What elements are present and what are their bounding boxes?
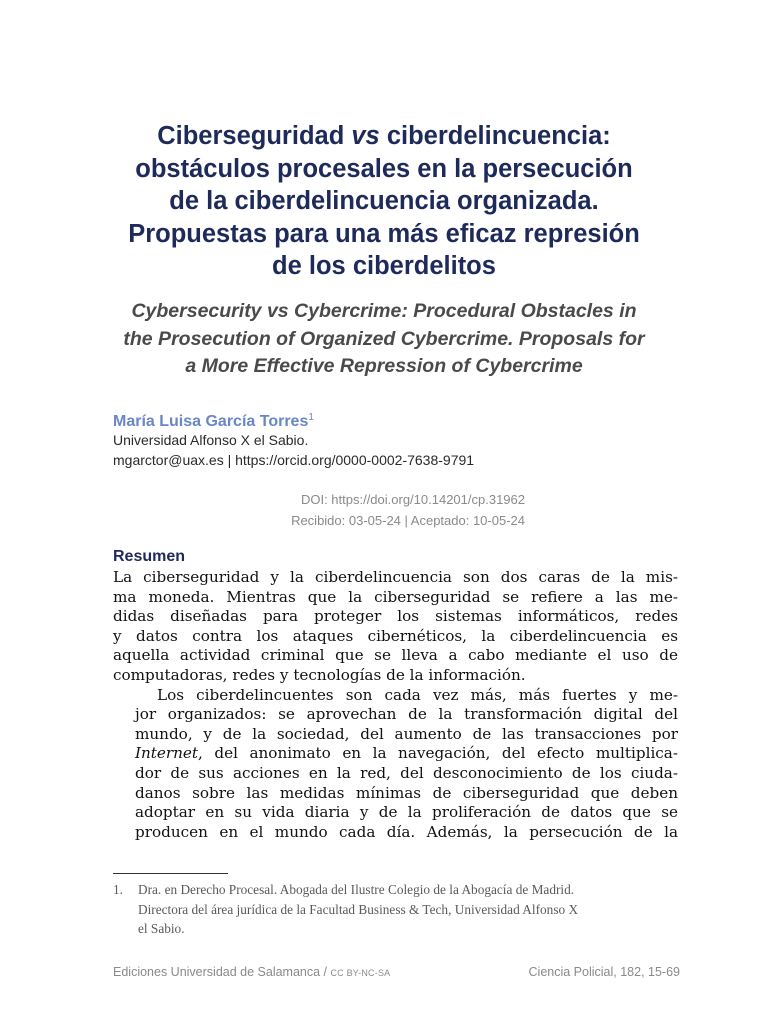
author-contact[interactable]: mgarctor@uax.es | https://orcid.org/0000-0002-7638-9791 [113, 452, 475, 468]
footer-journal-citation: Ciencia Policial, 182, 15-69 [528, 965, 680, 979]
abstract-line: dor de sus acciones en la red, del desconocimiento de los ciuda- [135, 763, 678, 782]
article-subtitle-english [80, 298, 688, 381]
footnote-divider [113, 873, 228, 874]
abstract-line: computadoras, redes y tecnologías de la información. [113, 665, 526, 684]
abstract-line: Los ciberdelincuentes son cada vez más, más fuertes y me- [157, 685, 678, 704]
subtitle-line-2: the Prosecution of Organized Cybercrime. Proposals for [123, 327, 645, 350]
resumen-heading: Resumen [113, 548, 186, 565]
abstract-body [113, 568, 678, 842]
abstract-line: ma moneda. Mientras que la ciberseguridad se refiere a las me- [113, 587, 678, 606]
abstract-line: producen en el mundo cada día. Además, la persecución de la [135, 822, 678, 841]
subtitle-line-3: a More Effective Repression of Cybercrime [185, 355, 583, 377]
footnote-line: Dra. en Derecho Procesal. Abogada del Ilustre Colegio de la Abogacía de Madrid. [138, 882, 575, 897]
footnote-line: el Sabio. [138, 921, 185, 936]
abstract-line: didas diseñadas para proteger los sistemas informáticos, redes [113, 607, 678, 626]
license-badge[interactable]: CC BY-NC-SA [330, 968, 391, 978]
received-accepted-dates: Recibido: 03-05-24 | Aceptado: 10-05-24 [291, 513, 525, 528]
footnote [113, 880, 681, 939]
title-vs: vs [351, 122, 380, 150]
abstract-paragraph-1 [113, 568, 678, 686]
author-footnote-ref[interactable]: 1 [308, 412, 314, 423]
footer-publisher: Ediciones Universidad de Salamanca / CC BY-NC-SA [113, 965, 391, 979]
author-affiliation: Universidad Alfonso X el Sabio. [113, 432, 309, 448]
abstract-line: Internet, del anonimato en la navegación, del efecto multiplica- [135, 744, 678, 763]
abstract-line: adoptar en su vida diaria y de la proliferación de datos que se [135, 803, 678, 822]
abstract-line: y datos contra los ataques cibernéticos, la ciberdelincuencia es [113, 626, 678, 645]
title-line-4: Propuestas para una más eficaz represión [128, 219, 640, 248]
subtitle-line-1: Cybersecurity vs Cybercrime: Procedural Obstacles in [131, 300, 637, 322]
internet-italic: Internet [135, 744, 199, 763]
abstract-line: danos sobre las medidas mínimas de ciberseguridad que deben [135, 783, 678, 802]
article-title [80, 120, 688, 283]
doi-link[interactable]: DOI: https://doi.org/10.14201/cp.31962 [300, 492, 525, 507]
abstract-line: mundo, y de la sociedad, del aumento de las transacciones por [135, 724, 678, 743]
abstract-line: La ciberseguridad y la ciberdelincuencia son dos caras de la mis- [113, 568, 678, 586]
title-line-2: obstáculos procesales en la persecución [135, 154, 633, 183]
abstract-line: aquella actividad criminal que se lleva a cabo mediante el uso de [113, 646, 678, 665]
author-name: María Luisa García Torres$^1$ [113, 412, 314, 430]
title-line-3: de la ciberdelincuencia organizada. [169, 187, 599, 215]
article-metadata [220, 489, 525, 531]
abstract-line: jor organizados: se aprovechan de la transformación digital del [135, 705, 678, 724]
footnote-number: 1. [113, 882, 123, 897]
title-line-1: Ciberseguridad vs ciberdelincuencia: [157, 122, 611, 150]
title-line-5: de los ciberdelitos [272, 252, 496, 280]
abstract-paragraph-2 [113, 686, 678, 843]
footnote-line: Directora del área jurídica de la Facultad Business & Tech, Universidad Alfonso X [138, 901, 579, 917]
